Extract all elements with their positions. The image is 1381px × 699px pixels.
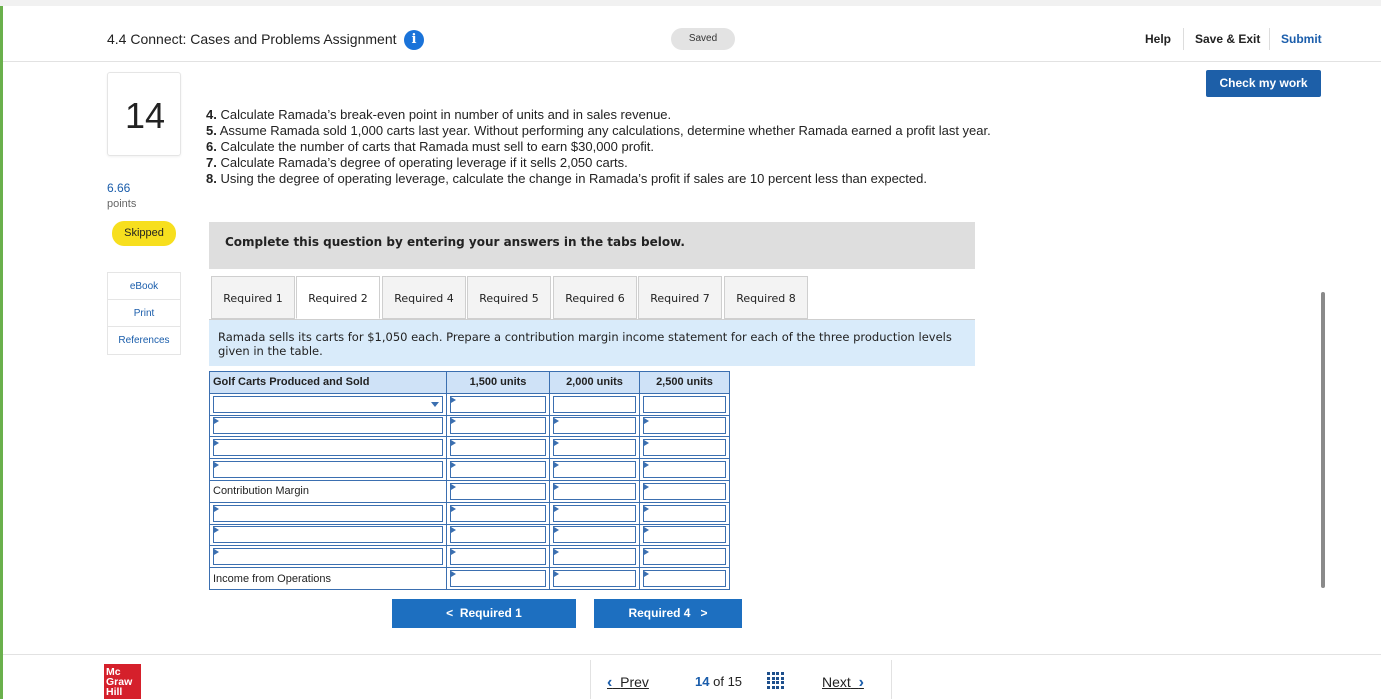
input-marker-icon bbox=[554, 462, 559, 468]
info-icon[interactable]: i bbox=[404, 30, 424, 50]
input-marker-icon bbox=[451, 527, 456, 533]
divider bbox=[1183, 28, 1184, 50]
table-row bbox=[210, 480, 730, 502]
amount-cell bbox=[447, 437, 550, 459]
amount-cell bbox=[640, 393, 730, 415]
input-marker-icon bbox=[554, 527, 559, 533]
amount-input[interactable] bbox=[643, 505, 726, 522]
top-bar bbox=[3, 6, 1381, 62]
amount-input[interactable] bbox=[643, 570, 726, 587]
amount-cell bbox=[640, 568, 730, 590]
income-statement-table bbox=[209, 371, 730, 590]
amount-input[interactable] bbox=[450, 483, 546, 500]
amount-cell bbox=[447, 459, 550, 481]
amount-input[interactable] bbox=[450, 461, 546, 478]
row-label-cell bbox=[210, 502, 447, 524]
question-number: 14 bbox=[124, 95, 166, 136]
chevron-right-icon: > bbox=[700, 606, 708, 620]
contribution-margin-label: Contribution Margin bbox=[210, 480, 447, 502]
tab-required-1[interactable]: Required 1 bbox=[211, 276, 295, 319]
row-label-cell bbox=[210, 415, 447, 437]
amount-cell bbox=[550, 502, 640, 524]
divider bbox=[1269, 28, 1270, 50]
amount-input[interactable] bbox=[643, 396, 726, 413]
amount-cell bbox=[640, 524, 730, 546]
check-my-work-button[interactable]: Check my work bbox=[1206, 70, 1321, 97]
amount-cell bbox=[447, 393, 550, 415]
saved-status-badge: Saved bbox=[671, 28, 735, 50]
tab-required-7[interactable]: Required 7 bbox=[638, 276, 722, 319]
tab-bar bbox=[209, 276, 975, 319]
amount-input[interactable] bbox=[450, 548, 546, 565]
page-counter: 14 of 15 bbox=[695, 674, 743, 689]
tab-required-5[interactable]: Required 5 bbox=[467, 276, 551, 319]
account-input[interactable] bbox=[213, 526, 443, 543]
amount-input[interactable] bbox=[450, 396, 546, 413]
amount-cell bbox=[550, 480, 640, 502]
amount-input[interactable] bbox=[450, 505, 546, 522]
table-row bbox=[210, 415, 730, 437]
column-header: Golf Carts Produced and Sold bbox=[210, 372, 447, 394]
amount-input[interactable] bbox=[553, 396, 636, 413]
account-input[interactable] bbox=[213, 417, 443, 434]
amount-input[interactable] bbox=[553, 417, 636, 434]
table-row bbox=[210, 524, 730, 546]
ebook-link[interactable]: eBook bbox=[108, 273, 180, 300]
amount-input[interactable] bbox=[553, 570, 636, 587]
input-marker-icon bbox=[644, 549, 649, 555]
amount-cell bbox=[550, 415, 640, 437]
prev-tab-button[interactable]: < Required 1 bbox=[392, 599, 576, 628]
tab-required-4[interactable]: Required 4 bbox=[382, 276, 466, 319]
amount-cell bbox=[640, 480, 730, 502]
amount-input[interactable] bbox=[450, 526, 546, 543]
account-input[interactable] bbox=[213, 548, 443, 565]
input-marker-icon bbox=[451, 506, 456, 512]
submit-link[interactable]: Submit bbox=[1281, 32, 1322, 46]
input-marker-icon bbox=[554, 418, 559, 424]
amount-cell bbox=[550, 546, 640, 568]
input-marker-icon bbox=[554, 571, 559, 577]
amount-cell bbox=[640, 415, 730, 437]
input-marker-icon bbox=[644, 527, 649, 533]
amount-cell bbox=[640, 437, 730, 459]
tab-required-6[interactable]: Required 6 bbox=[553, 276, 637, 319]
question-text bbox=[206, 107, 1026, 187]
question-grid-icon[interactable] bbox=[767, 672, 784, 689]
account-input[interactable] bbox=[213, 439, 443, 456]
complete-prompt: Complete this question by entering your answers in the tabs below. bbox=[209, 222, 975, 269]
amount-input[interactable] bbox=[553, 505, 636, 522]
input-marker-icon bbox=[554, 440, 559, 446]
input-marker-icon bbox=[644, 506, 649, 512]
prev-question-link[interactable]: ‹ Prev bbox=[607, 674, 649, 691]
amount-input[interactable] bbox=[643, 417, 726, 434]
amount-input[interactable] bbox=[450, 570, 546, 587]
chevron-down-icon bbox=[431, 402, 439, 407]
input-marker-icon bbox=[644, 462, 649, 468]
row-label-cell bbox=[210, 437, 447, 459]
question-line: 5. Assume Ramada sold 1,000 carts last year. Without performing any calculations, determine whether Ramada earned a profit last year. bbox=[206, 123, 991, 138]
assignment-title: 4.4 Connect: Cases and Problems Assignment bbox=[107, 31, 397, 47]
mcgraw-hill-logo: Mc Graw Hill bbox=[104, 664, 141, 699]
instructions: Ramada sells its carts for $1,050 each. Prepare a contribution margin income statement for each of the three production levels given in the table. bbox=[209, 320, 975, 366]
references-link[interactable]: References bbox=[118, 335, 170, 346]
account-input[interactable] bbox=[213, 461, 443, 478]
next-tab-button[interactable]: Required 4 > bbox=[594, 599, 742, 628]
question-line: 4. Calculate Ramada’s break-even point in number of units and in sales revenue. bbox=[206, 107, 672, 122]
chevron-right-icon: › bbox=[858, 674, 864, 691]
table-row bbox=[210, 502, 730, 524]
print-link[interactable]: Print bbox=[108, 300, 180, 327]
input-marker-icon bbox=[451, 462, 456, 468]
input-marker-icon bbox=[451, 571, 456, 577]
amount-cell bbox=[447, 568, 550, 590]
amount-cell bbox=[550, 437, 640, 459]
amount-cell bbox=[640, 502, 730, 524]
amount-cell bbox=[640, 459, 730, 481]
input-marker-icon bbox=[214, 418, 219, 424]
amount-input[interactable] bbox=[553, 548, 636, 565]
input-marker-icon bbox=[451, 440, 456, 446]
amount-cell bbox=[550, 524, 640, 546]
amount-cell bbox=[447, 546, 550, 568]
input-marker-icon bbox=[214, 440, 219, 446]
input-marker-icon bbox=[644, 440, 649, 446]
input-marker-icon bbox=[451, 418, 456, 424]
input-marker-icon bbox=[451, 549, 456, 555]
next-question-link[interactable]: Next › bbox=[822, 674, 864, 691]
question-line: 8. Using the degree of operating leverage, calculate the change in Ramada’s profit if sales are 10 percent less than expected. bbox=[206, 171, 927, 186]
account-dropdown[interactable] bbox=[213, 396, 443, 413]
table-header-row bbox=[210, 372, 730, 394]
income-from-operations-label: Income from Operations bbox=[210, 568, 447, 590]
row-label-cell bbox=[210, 546, 447, 568]
input-marker-icon bbox=[554, 549, 559, 555]
save-exit-link[interactable]: Save & Exit bbox=[1195, 32, 1261, 46]
tab-required-8[interactable]: Required 8 bbox=[724, 276, 808, 319]
question-line: 7. Calculate Ramada’s degree of operating leverage if it sells 2,050 carts. bbox=[206, 155, 628, 170]
question-line: 6. Calculate the number of carts that Ramada must sell to earn $30,000 profit. bbox=[206, 139, 655, 154]
column-header: 2,500 units bbox=[640, 372, 730, 394]
input-marker-icon bbox=[214, 462, 219, 468]
amount-input[interactable] bbox=[643, 461, 726, 478]
row-label-cell bbox=[210, 459, 447, 481]
input-marker-icon bbox=[451, 397, 456, 403]
amount-cell bbox=[447, 524, 550, 546]
help-link[interactable]: Help bbox=[1145, 32, 1172, 46]
question-number-box bbox=[107, 72, 181, 156]
window-edge bbox=[0, 6, 3, 699]
amount-cell bbox=[550, 459, 640, 481]
points-label: points bbox=[107, 198, 137, 210]
vertical-scrollbar[interactable] bbox=[1321, 292, 1325, 588]
amount-input[interactable] bbox=[643, 439, 726, 456]
input-marker-icon bbox=[214, 527, 219, 533]
amount-cell bbox=[447, 502, 550, 524]
resource-links bbox=[107, 272, 181, 355]
points-value: 6.66 bbox=[107, 181, 131, 195]
column-header: 1,500 units bbox=[447, 372, 550, 394]
amount-input[interactable] bbox=[553, 526, 636, 543]
amount-cell bbox=[640, 546, 730, 568]
amount-input[interactable] bbox=[553, 439, 636, 456]
table-row bbox=[210, 437, 730, 459]
row-label-cell bbox=[210, 393, 447, 415]
input-marker-icon bbox=[644, 418, 649, 424]
amount-input[interactable] bbox=[643, 526, 726, 543]
chevron-left-icon: ‹ bbox=[607, 674, 613, 691]
amount-input[interactable] bbox=[643, 548, 726, 565]
amount-cell bbox=[550, 393, 640, 415]
tab-required-2[interactable]: Required 2 bbox=[296, 276, 380, 319]
column-header: 2,000 units bbox=[550, 372, 640, 394]
account-input[interactable] bbox=[213, 505, 443, 522]
table-row bbox=[210, 568, 730, 590]
row-label-cell bbox=[210, 524, 447, 546]
input-marker-icon bbox=[451, 484, 456, 490]
input-marker-icon bbox=[554, 484, 559, 490]
input-marker-icon bbox=[214, 506, 219, 512]
table-row bbox=[210, 546, 730, 568]
input-marker-icon bbox=[214, 549, 219, 555]
amount-cell bbox=[447, 480, 550, 502]
amount-cell bbox=[447, 415, 550, 437]
chevron-left-icon: < bbox=[446, 606, 454, 620]
input-marker-icon bbox=[644, 484, 649, 490]
input-marker-icon bbox=[554, 506, 559, 512]
table-row bbox=[210, 393, 730, 415]
amount-input[interactable] bbox=[553, 483, 636, 500]
amount-input[interactable] bbox=[450, 417, 546, 434]
skipped-badge: Skipped bbox=[112, 221, 176, 246]
amount-input[interactable] bbox=[553, 461, 636, 478]
amount-input[interactable] bbox=[643, 483, 726, 500]
input-marker-icon bbox=[644, 571, 649, 577]
amount-cell bbox=[550, 568, 640, 590]
amount-input[interactable] bbox=[450, 439, 546, 456]
table-row bbox=[210, 459, 730, 481]
